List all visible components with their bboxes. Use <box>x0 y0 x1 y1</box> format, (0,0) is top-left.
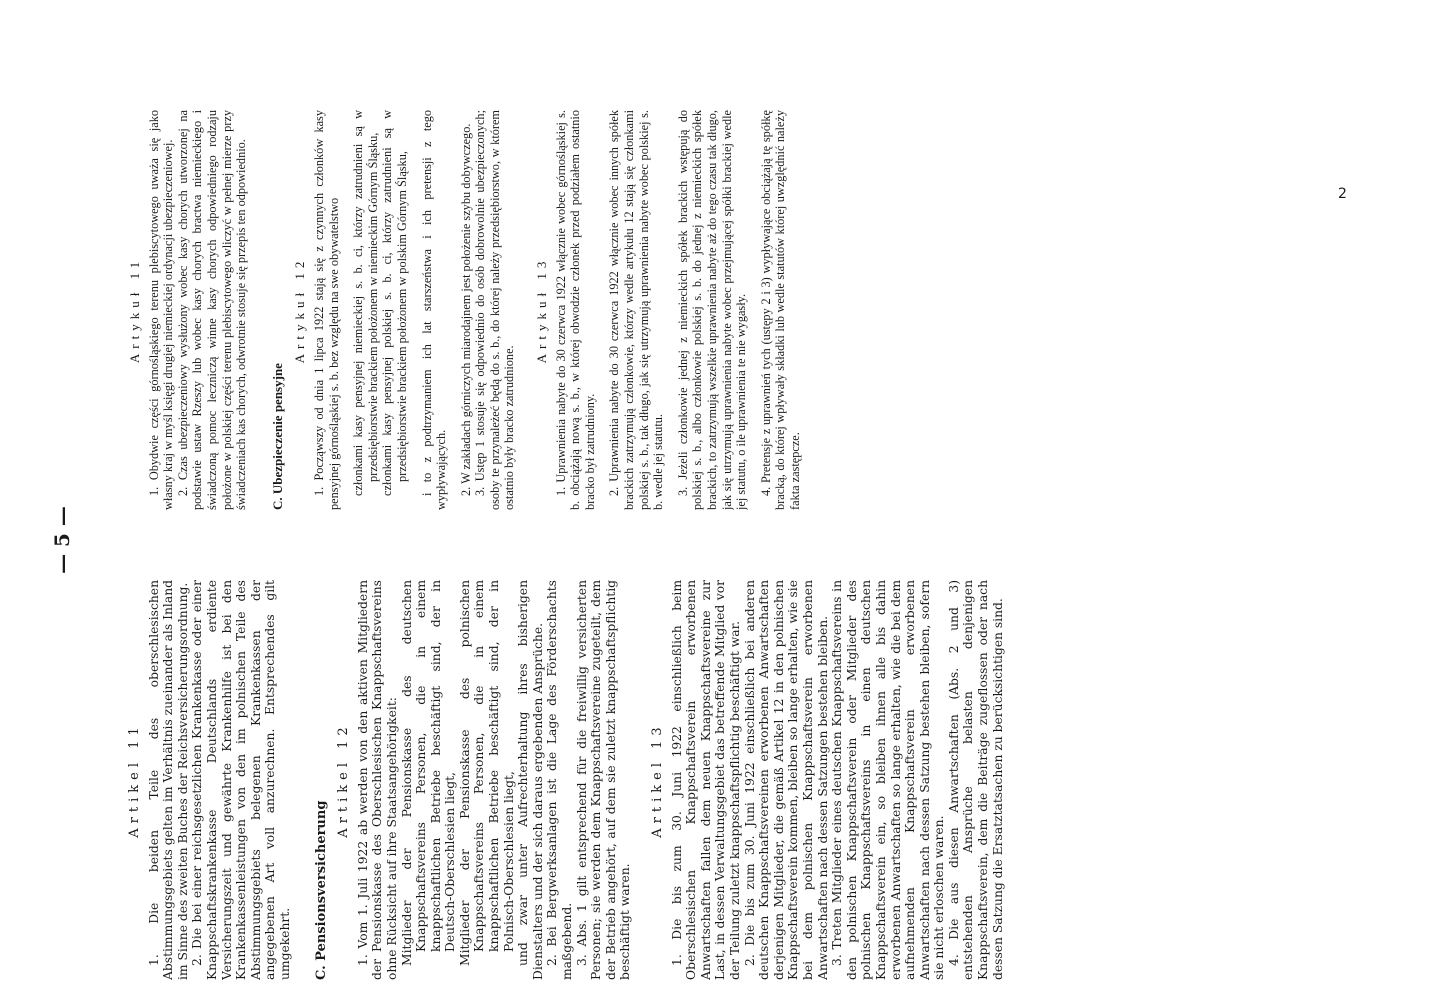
polish-art13-para-2: 2. Uprawnienia nabyte do 30 czerwca 1922 włącznie wobec innych spółek brackich zatrzymują członkowie, którzy wedle artykułu 12 stają się członkami polskiej s. b., tak długo, jak się utrzymują uprawnienia nabyte wobec polskiej s. b. wedle jej statutu. <box>607 110 666 510</box>
polish-art12-para-2: 2. W zakładach górniczych miarodajnem jest położenie szybu dobywczego. <box>458 123 473 496</box>
polish-article-12-title: Artykuł 12 <box>292 256 308 364</box>
polish-art11-para-1: 1. Obydwie części górnośląskiego terenu plebiscytowego uważa się jako własny kraj w myśl księgi drugiej niemieckiej ordynacji ubezpieczeniowej. <box>146 110 176 510</box>
german-art12-para-2: 2. Bei Bergwerksanlagen ist die Lage des Förderschachts maßgebend. <box>545 580 575 980</box>
polish-art12-item-1: członkami kasy pensyjnej niemieckiej s. b. ci, którzy zatrudnieni są w przedsiębiorstwie brackiem położonem w niemieckim Górnym Śląsku, <box>351 110 380 496</box>
german-art13-para-3: 3. Treten Mitglieder eines deutschen Knappschaftsvereins in den polnischen Knappschaftsverein oder Mitglieder des polnischen Knappschaftsvereins in einen deutschen Knappschaftsverein ein, so bleiben ihnen alle bis dahin erworbenen Anwartschaften so lange erhalten, wie die bei dem aufnehmenden Knappschaftsverein erworbenen Anwartschaften nach dessen Satzung bestehen bleiben, sofern sie nicht erloschen waren. <box>830 580 947 980</box>
polish-art12-para-3: 3. Ustęp 1 stosuje się odpowiednio do osób dobrowolnie ubezpieczonych; osoby te przynależeć będą do s. b., do której należy przedsiębiorstwo, w którem ostatnio były bracko zatrudnione. <box>473 110 517 510</box>
german-art12-para-1: 1. Vom 1. Juli 1922 ab werden von den aktiven Mitgliedern der Pensionskasse des Oberschlesischen Knappschaftsvereins ohne Rücksicht auf ihre Staatsangehörigkeit: <box>355 580 399 980</box>
german-art13-para-4: 4. Die aus diesen Anwartschaften (Abs. 2 und 3) entstehenden Ansprüche belasten denjenigen Knappschaftsverein, dem die Beiträge zugeflossen oder nach dessen Satzung die Ersatztatsachen zu berücksichtigen sind. <box>946 580 1005 980</box>
german-article-12-title: Artikel 12 <box>336 722 352 838</box>
page-header: — 5 — <box>50 506 74 574</box>
polish-art13-para-4: 4. Pretensje z uprawnień tych (ustępy 2 i 3) wypływające obciążają tę spółkę bracką, do której wpływały składki lub wedle statutów której uwzględnić należy fakta zastępcze. <box>758 110 802 510</box>
digitization-credit <box>1420 8 1434 992</box>
german-art11-para-1: 1. Die beiden Teile des oberschlesischen Abstimmungsgebiets gelten im Verhältnis zueinander als Inland im Sinne des zweiten Buches der Reichsversicherungsordnung. <box>146 580 190 980</box>
german-column <box>120 580 1330 980</box>
polish-art12-item-2: członkami kasy pensyjnej polskiej s. b. ci, którzy zatrudnieni są w przedsiębiorstwie brackiem położonem w polskim Górnym Śląsku, <box>380 110 409 496</box>
german-art11-para-2: 2. Die bei einer reichsgesetzlichen Krankenkasse oder einer Knappschaftskrankenkasse Deutschlands erdiente Versicherungszeit und gewährte Krankenhilfe ist bei den Krankenkassenleistungen von den im polnischen Teile des Abstimmungsgebiets belegenen Krankenkassen der angegebenen Art voll anzurechnen. Entsprechendes gilt umgekehrt. <box>190 580 292 980</box>
german-art13-para-1: 1. Die bis zum 30. Juni 1922 einschließlich beim Oberschlesischen Knappschaftsverein erworbenen Anwartschaften fallen dem neuen Knappschaftsvereine zur Last, in dessen Verwaltungsgebiet das betreffende Mitglied vor der Teilung zuletzt knappschaftspflichtig beschäftigt war. <box>669 580 742 980</box>
german-art12-para-3: 3. Abs. 1 gilt entsprechend für die freiwillig versicherten Personen; sie werden dem Knappschaftsvereine zugeteilt, dem der Betrieb angehört, auf dem sie zuletzt knappschaftspflichtig beschäftigt waren. <box>574 580 633 980</box>
polish-section-c-heading: C. Ubezpieczenie pensyjne <box>269 363 285 510</box>
page-number: 2 <box>1338 186 1347 202</box>
polish-article-13-title: Artykuł 13 <box>534 256 550 364</box>
polish-art12-para-1b: i to z podtrzymaniem ich lat starszeństwa i ich pretensji z tego wypływających. <box>419 110 449 510</box>
german-section-c-heading: C. Pensionsversicherung <box>313 800 329 980</box>
german-art12-list <box>400 580 517 980</box>
german-art12-item-2: Mitglieder der Pensionskasse des polnischen Knappschaftsvereins Personen, die in einem knappschaftlichen Betriebe beschäftigt sind, der in Polnisch-Oberschlesien liegt, <box>457 580 516 966</box>
polish-art12-para-1: 1. Począwszy od dnia 1 lipca 1922 stają się z czynnych członków kasy pensyjnej górnośląskiej s. b. bez względu na swe obywatelstwo <box>311 110 341 510</box>
german-article-13-title: Artikel 13 <box>650 722 665 838</box>
german-art12-para-1b: und zwar unter Aufrechterhaltung ihres bisherigen Dienstalters und der sich daraus ergebenden Ansprüche. <box>516 580 545 980</box>
rotated-document-page <box>50 100 1380 980</box>
german-art12-item-1: Mitglieder der Pensionskasse des deutschen Knappschaftsvereins Personen, die in einem knappschaftlichen Betriebe beschäftigt sind, der in Deutsch-Oberschlesien liegt, <box>399 580 458 966</box>
polish-art11-para-2: 2. Czas ubezpieczeniowy wysłużony wobec kasy chorych utworzonej na podstawie ustaw Rzeszy lub wobec kasy chorych bractwa niemieckiego i świadczoną pomoc leczniczą winne kasy chorych odpowiedniego rodzaju położone w polskiej części terenu plebiscytowego wliczyć w pełnej mierze przy świadczeniach kas chorych, odwrotnie stosuje się przepis ten odpowiednio. <box>175 110 249 510</box>
polish-article-11-title: Artykuł 11 <box>127 256 142 364</box>
polish-column <box>120 110 1330 510</box>
german-article-11-title: Artikel 11 <box>127 722 142 838</box>
polish-art12-list <box>351 110 409 510</box>
german-art13-para-2: 2. Die bis zum 30. Juni 1922 einschließlich bei anderen deutschen Knappschaftsvereinen erworbenen Anwartschaften derjenigen Mitglieder, die gemäß Artikel 12 in den polnischen Knappschaftsverein kommen, bleiben so lange erhalten, wie sie bei dem polnischen Knappschaftsverein erworbenen Anwartschaften nach dessen Satzungen bestehen bleiben. <box>742 580 830 980</box>
polish-art13-para-3: 3. Jeżeli członkowie jednej z niemieckich spółek brackich wstępują do polskiej s. b., albo członkowie polskiej s. b. do jednej z niemieckich spółek brackich, to zatrzymują wszelkie uprawnienia nabyte aż do tego czasu tak długo, jak się utrzymują uprawnienia nabyte wobec przejmującej spółki brackiej wedle jej statutu, o ile uprawnienia te nie wygasły. <box>675 110 749 510</box>
polish-art13-para-1: 1. Uprawnienia nabyte do 30 czerwca 1922 włącznie wobec górnośląskiej s. b. obciążają nową s. b., w której obwodzie członek przed podziałem ostatnio bracko był zatrudniony. <box>553 110 597 510</box>
